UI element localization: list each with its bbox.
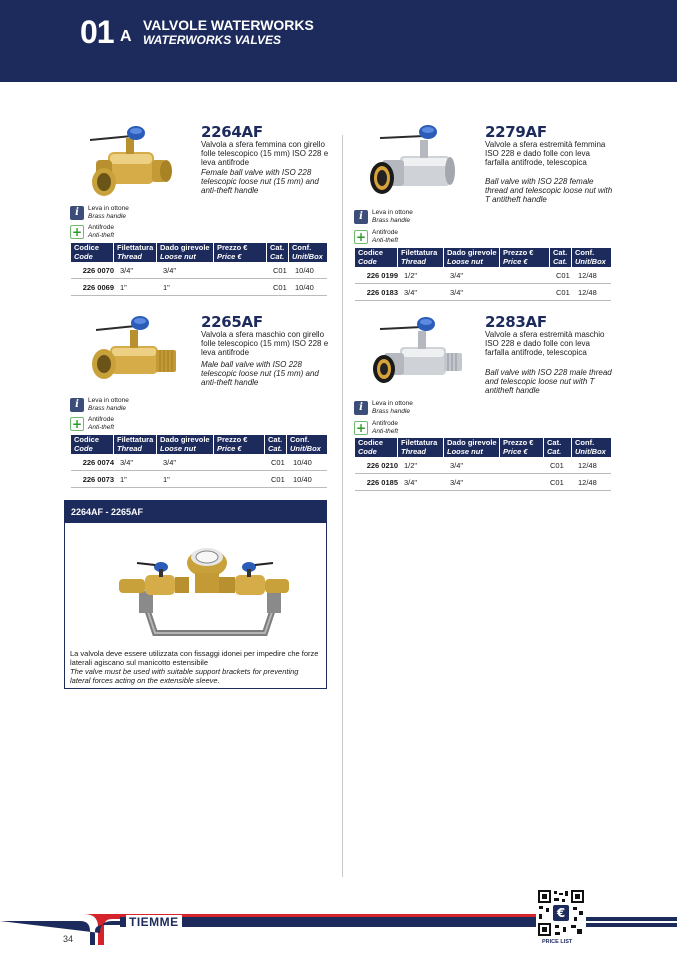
info-icon: i — [354, 210, 368, 224]
cell-cat: C01 — [556, 287, 570, 297]
feature-label: Antifrode — [88, 224, 115, 231]
plus-icon: + — [71, 416, 83, 431]
product-description-it: Valvola a sfera femmina con girello folle telescopico (15 mm) ISO 228 e leva antifrode — [201, 140, 329, 167]
cell-thread: 3/4" — [404, 287, 418, 297]
col-price-en: Price € — [217, 443, 242, 453]
feature-label-en: Brass handle — [88, 212, 126, 220]
col-code-en: Code — [358, 256, 377, 266]
brand-logo: TIEMME — [126, 915, 182, 929]
feature-label-en: Anti-theft — [372, 427, 399, 435]
col-nut-en: Loose nut — [160, 443, 196, 453]
col-code: Codice — [358, 248, 384, 257]
col-thread-en: Thread — [117, 251, 143, 261]
product-description-en: Female ball valve with ISO 228 telescopic loose nut (15 mm) and anti-theft handle — [201, 168, 319, 195]
installation-illustration — [115, 533, 295, 643]
feature-label: Leva in ottone — [372, 400, 413, 407]
cell-conf: 12/48 — [578, 477, 597, 487]
col-cat-en: Cat. — [547, 446, 562, 456]
info-icon: i — [354, 401, 368, 415]
cell-cat: C01 — [271, 474, 285, 484]
product-title: 2264AF — [201, 123, 263, 141]
col-thread: Filettatura — [117, 435, 154, 444]
col-nut: Dado girevole — [160, 435, 210, 444]
table-row — [71, 262, 327, 279]
feature-brass-handle — [354, 400, 413, 415]
cell-conf: 10/40 — [293, 457, 312, 467]
col-conf: Conf. — [575, 248, 595, 257]
feature-label: Leva in ottone — [88, 397, 129, 404]
cell-nut: 3/4" — [450, 477, 464, 487]
cell-conf: 12/48 — [578, 287, 597, 297]
cell-conf: 12/48 — [578, 270, 597, 280]
col-thread-en: Thread — [117, 443, 143, 453]
col-code: Codice — [358, 438, 384, 447]
col-thread: Filettatura — [401, 438, 438, 447]
cell-conf: 10/40 — [295, 265, 314, 275]
col-nut-en: Loose nut — [447, 446, 483, 456]
chapter-number: 01 — [80, 14, 114, 50]
col-code-en: Code — [74, 251, 93, 261]
cell-code: 226 0199 — [366, 270, 398, 280]
info-icon: i — [70, 206, 84, 220]
col-cat: Cat. — [268, 435, 283, 444]
col-code-en: Code — [358, 446, 377, 456]
product-image-2283af — [360, 315, 470, 397]
plus-icon: + — [355, 229, 367, 244]
feature-label-en: Brass handle — [372, 216, 410, 224]
cell-nut: 1" — [163, 474, 170, 484]
cell-cat: C01 — [271, 457, 285, 467]
col-nut: Dado girevole — [447, 248, 497, 257]
cell-thread: 1/2" — [404, 460, 418, 470]
cell-cat: C01 — [556, 270, 570, 280]
col-conf-en: Unit/Box — [575, 446, 606, 456]
product-description-en: Ball valve with ISO 228 male thread and telescopic loose nut with T antitheft handle — [485, 368, 612, 395]
feature-antitheft — [354, 420, 398, 435]
cell-thread: 1" — [120, 474, 127, 484]
product-image-2264af — [80, 122, 190, 204]
feature-brass-handle — [354, 209, 413, 224]
col-code: Codice — [74, 243, 100, 252]
col-nut: Dado girevole — [160, 243, 210, 252]
col-conf-en: Unit/Box — [575, 256, 606, 266]
cell-code: 226 0183 — [366, 287, 398, 297]
col-cat-en: Cat. — [268, 443, 283, 453]
table-header — [355, 438, 611, 457]
cell-nut: 3/4" — [163, 457, 177, 467]
feature-label: Antifrode — [372, 229, 399, 236]
product-description-en: Male ball valve with ISO 228 telescopic loose nut (15 mm) and anti-theft handle — [201, 360, 319, 387]
page-header — [0, 0, 677, 82]
column-divider — [342, 135, 343, 877]
cell-nut: 3/4" — [450, 460, 464, 470]
cell-nut: 3/4" — [450, 287, 464, 297]
col-conf-en: Unit/Box — [292, 251, 323, 261]
note-text-en: The valve must be used with suitable support brackets for preventing lateral forces acting on the extensible sleeve. — [70, 667, 299, 685]
table-row — [355, 474, 611, 491]
table-row — [71, 471, 327, 488]
product-title: 2283AF — [485, 313, 547, 331]
col-price-en: Price € — [217, 251, 242, 261]
col-cat-en: Cat. — [553, 256, 568, 266]
chapter-letter: A — [120, 28, 132, 45]
table-row — [355, 457, 611, 474]
info-icon: i — [70, 398, 84, 412]
cell-nut: 1" — [163, 282, 170, 292]
product-description-it: Valvole a sfera estremità maschio ISO 228 e dado folle con leva farfalla antifrode, telescopica — [485, 330, 605, 357]
col-thread-en: Thread — [401, 446, 427, 456]
col-cat: Cat. — [553, 248, 568, 257]
col-nut: Dado girevole — [447, 438, 497, 447]
col-thread: Filettatura — [117, 243, 154, 252]
col-code-en: Code — [74, 443, 93, 453]
page-number: 34 — [63, 934, 74, 944]
col-conf: Conf. — [290, 435, 310, 444]
cell-thread: 3/4" — [120, 265, 134, 275]
feature-label: Antifrode — [88, 416, 115, 423]
col-price: Prezzo € — [217, 435, 248, 444]
cell-code: 226 0073 — [82, 474, 114, 484]
feature-antitheft — [70, 224, 114, 239]
cell-code: 226 0074 — [82, 457, 114, 467]
chapter-subtitle: WATERWORKS VALVES — [143, 33, 282, 47]
qr-label: PRICE LIST — [542, 939, 573, 945]
cell-code: 226 0210 — [366, 460, 398, 470]
cell-cat: C01 — [550, 477, 564, 487]
feature-label-en: Anti-theft — [88, 231, 115, 239]
col-conf: Conf. — [292, 243, 312, 252]
cell-thread: 1" — [120, 282, 127, 292]
table-header — [71, 435, 327, 454]
table-row — [355, 267, 611, 284]
col-price: Prezzo € — [503, 248, 534, 257]
cell-conf: 10/40 — [293, 474, 312, 484]
feature-label: Antifrode — [372, 420, 399, 427]
product-title: 2265AF — [201, 313, 263, 331]
cell-code: 226 0069 — [82, 282, 114, 292]
table-row — [71, 279, 327, 296]
col-conf: Conf. — [575, 438, 595, 447]
cell-thread: 3/4" — [404, 477, 418, 487]
col-cat: Cat. — [547, 438, 562, 447]
product-table-2279af — [355, 248, 611, 301]
cell-code: 226 0185 — [366, 477, 398, 487]
table-header — [355, 248, 611, 267]
cell-nut: 3/4" — [163, 265, 177, 275]
cell-conf: 10/40 — [295, 282, 314, 292]
col-thread: Filettatura — [401, 248, 438, 257]
cell-cat: C01 — [273, 265, 287, 275]
feature-label-en: Anti-theft — [88, 423, 115, 431]
note-box-title: 2264AF - 2265AF — [65, 501, 326, 523]
cell-thread: 1/2" — [404, 270, 418, 280]
plus-icon: + — [355, 420, 367, 435]
col-price-en: Price € — [503, 446, 528, 456]
cell-thread: 3/4" — [120, 457, 134, 467]
qr-code[interactable] — [537, 889, 585, 937]
cell-conf: 12/48 — [578, 460, 597, 470]
col-thread-en: Thread — [401, 256, 427, 266]
feature-label: Leva in ottone — [88, 205, 129, 212]
table-header — [71, 243, 327, 262]
plus-icon: + — [71, 224, 83, 239]
feature-brass-handle — [70, 205, 129, 220]
product-table-2265af — [71, 435, 327, 488]
note-text-it: La valvola deve essere utilizzata con fissaggi idonei per impedire che forze laterali agiscano sul manicotto estensibile — [70, 649, 319, 667]
table-row — [71, 454, 327, 471]
product-table-2264af — [71, 243, 327, 296]
col-price: Prezzo € — [217, 243, 248, 252]
note-box-text — [70, 649, 320, 685]
product-description-en: Ball valve with ISO 228 female thread and telescopic loose nut with T antitheft handle — [485, 177, 613, 204]
cell-cat: C01 — [550, 460, 564, 470]
product-image-2265af — [82, 312, 192, 394]
svg-text:€: € — [556, 906, 566, 920]
cell-cat: C01 — [273, 282, 287, 292]
cell-nut: 3/4" — [450, 270, 464, 280]
feature-label-en: Brass handle — [88, 404, 126, 412]
col-nut-en: Loose nut — [160, 251, 196, 261]
col-cat: Cat. — [270, 243, 285, 252]
col-conf-en: Unit/Box — [290, 443, 321, 453]
col-nut-en: Loose nut — [447, 256, 483, 266]
product-title: 2279AF — [485, 123, 547, 141]
feature-antitheft — [70, 416, 114, 431]
table-row — [355, 284, 611, 301]
feature-antitheft — [354, 229, 398, 244]
feature-label-en: Brass handle — [372, 407, 410, 415]
feature-label: Leva in ottone — [372, 209, 413, 216]
col-price: Prezzo € — [503, 438, 534, 447]
feature-brass-handle — [70, 397, 129, 412]
cell-code: 226 0070 — [82, 265, 114, 275]
installation-note-box — [64, 500, 327, 689]
chapter-title: VALVOLE WATERWORKS — [143, 17, 314, 33]
col-cat-en: Cat. — [270, 251, 285, 261]
col-code: Codice — [74, 435, 100, 444]
product-image-2279af — [360, 122, 470, 204]
product-table-2283af — [355, 438, 611, 491]
feature-label-en: Anti-theft — [372, 236, 399, 244]
product-description-it: Valvole a sfera estremità femmina ISO 228 e dado folle con leva farfalla antifrode, telescopica — [485, 140, 606, 167]
product-description-it: Valvola a sfera maschio con girello folle telescopico (15 mm) ISO 228 e leva antifrode — [201, 330, 329, 357]
col-price-en: Price € — [503, 256, 528, 266]
